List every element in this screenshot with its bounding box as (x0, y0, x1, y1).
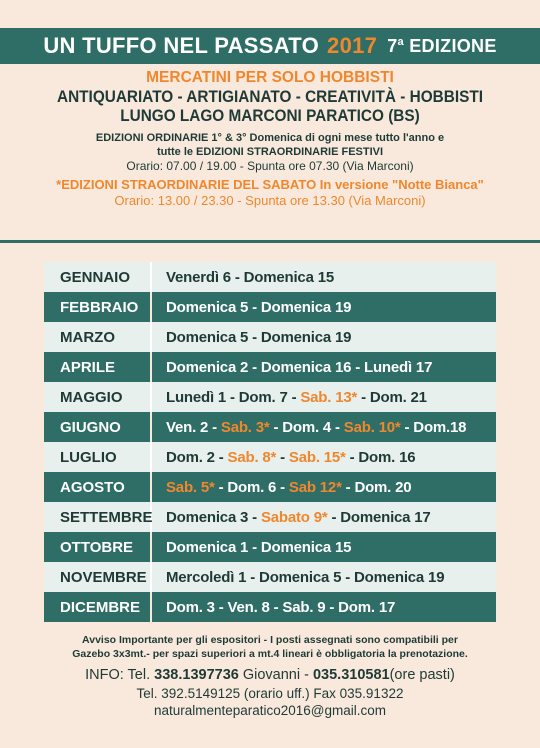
calendar-row-ottobre (44, 532, 496, 562)
month-dates (152, 269, 334, 286)
month-dates (152, 329, 351, 346)
calendar-row-febbraio (44, 292, 496, 322)
month-label: FEBBRAIO (44, 292, 152, 322)
header-info (0, 68, 540, 209)
phone-secondary[interactable]: 035.310581 (312, 667, 390, 683)
saturday-date: Sab. 13* (300, 388, 358, 406)
calendar-row-marzo (44, 322, 496, 352)
calendar-row-novembre (44, 562, 496, 592)
location: LUNGO LAGO MARCONI PARATICO (BS) (120, 107, 420, 125)
calendar-row-maggio (44, 382, 496, 412)
notice-line1: Avviso Importante per gli espositori - I posti assegnati sono compatibili per (82, 634, 458, 646)
month-dates (152, 419, 466, 436)
saturday-date: Sabato 9* (260, 508, 328, 526)
calendar-table (44, 262, 496, 622)
month-label: MAGGIO (44, 382, 152, 412)
edition-word: EDIZIONE (409, 35, 497, 56)
month-label: OTTOBRE (44, 532, 152, 562)
month-label: GIUGNO (44, 412, 152, 442)
month-dates (152, 299, 351, 316)
contact-info (0, 666, 540, 719)
date-text: Mercoledì 1 - Domenica 5 - Domenica 19 (166, 568, 445, 586)
month-dates (152, 479, 411, 496)
month-label: SETTEMBRE (44, 502, 152, 532)
calendar-row-aprile (44, 352, 496, 382)
date-text: Venerdì 6 - Domenica 15 (166, 268, 334, 286)
calendar-row-dicembre (44, 592, 496, 622)
phone-primary[interactable]: 338.1397736 (154, 667, 239, 683)
exhibitor-notice (0, 633, 540, 661)
edition-number: 7 (387, 35, 398, 56)
date-text: Domenica 2 - Domenica 16 - Lunedì 17 (166, 358, 433, 376)
categories: ANTIQUARIATO - ARTIGIANATO - CREATIVITÀ - HOBBISTI (57, 88, 483, 106)
month-dates (152, 389, 427, 406)
saturday-date: Sab. 5* (166, 478, 215, 496)
date-text: Lunedì 1 - Dom. 7 - (166, 388, 301, 406)
date-text: Domenica 5 - Domenica 19 (166, 298, 352, 316)
calendar-row-luglio (44, 442, 496, 472)
date-text: - Dom. 20 (341, 478, 412, 496)
month-dates (152, 599, 395, 616)
month-label: NOVEMBRE (44, 562, 152, 592)
ordinary-editions-line2: tutte le EDIZIONI STRAORDINARIE FESTIVI (156, 146, 384, 158)
event-year: 2017 (327, 33, 378, 58)
calendar-row-agosto (44, 472, 496, 502)
ordinary-editions-line1: EDIZIONI ORDINARIE 1° & 3° Domenica di ogni mese tutto l'anno e (95, 132, 445, 144)
subtitle: MERCATINI PER SOLO HOBBISTI (146, 69, 394, 86)
saturday-editions: *EDIZIONI STRAORDINARIE DEL SABATO In versione "Notte Bianca" (56, 177, 484, 192)
date-text: - Dom. 16 (345, 448, 416, 466)
date-text: - Domenica 17 (327, 508, 431, 526)
edition-label (387, 36, 496, 57)
month-label: AGOSTO (44, 472, 152, 502)
saturday-hours: Orario: 13.00 / 23.30 - Spunta ore 13.30 (Via Marconi) (114, 193, 426, 208)
date-text: Domenica 1 - Domenica 15 (166, 538, 352, 556)
ordinary-hours: Orario: 07.00 / 19.00 - Spunta ore 07.30 (Via Marconi) (126, 159, 414, 173)
date-text: - Dom.18 (400, 418, 467, 436)
month-label: LUGLIO (44, 442, 152, 472)
date-text: Dom. 3 - Ven. 8 - Sab. 9 - Dom. 17 (166, 598, 396, 616)
info-prefix: INFO: Tel. (85, 667, 155, 683)
contact-phones (0, 666, 540, 685)
contact-name: Giovanni - (238, 667, 313, 683)
edition-superscript: a (397, 35, 404, 48)
phone-note: (ore pasti) (389, 667, 455, 683)
month-dates (152, 539, 351, 556)
month-dates (152, 359, 432, 376)
month-dates (152, 449, 415, 466)
date-text: - Dom. 6 - (214, 478, 289, 496)
saturday-date: Sab. 10* (343, 418, 401, 436)
month-dates (152, 509, 431, 526)
saturday-date: Sab. 8* (227, 448, 277, 466)
saturday-date: Sab. 15* (288, 448, 346, 466)
date-text: Domenica 5 - Domenica 19 (166, 328, 352, 346)
notice-line2: Gazebo 3x3mt.- per spazi superiori a mt.4 lineari è obbligatoria la prenotazione. (72, 648, 468, 660)
month-label: MARZO (44, 322, 152, 352)
calendar-row-settembre (44, 502, 496, 532)
contact-office: Tel. 392.5149125 (orario uff.) Fax 035.91322 (136, 686, 404, 701)
month-label: GENNAIO (44, 262, 152, 292)
date-text: - (276, 448, 289, 466)
date-text: - Dom. 4 - (269, 418, 344, 436)
month-label: DICEMBRE (44, 592, 152, 622)
date-text: Ven. 2 - (166, 418, 221, 436)
event-title: UN TUFFO NEL PASSATO (43, 33, 320, 58)
divider (0, 240, 540, 243)
month-dates (152, 569, 444, 586)
title-banner (0, 28, 540, 64)
contact-email[interactable]: naturalmenteparatico2016@gmail.com (153, 703, 387, 718)
date-text: Dom. 2 - (166, 448, 228, 466)
saturday-date: Sab 12* (288, 478, 342, 496)
date-text: - Dom. 21 (357, 388, 427, 406)
month-label: APRILE (44, 352, 152, 382)
calendar-row-giugno (44, 412, 496, 442)
saturday-date: Sab. 3* (220, 418, 270, 436)
date-text: Domenica 3 - (166, 508, 261, 526)
calendar-row-gennaio (44, 262, 496, 292)
